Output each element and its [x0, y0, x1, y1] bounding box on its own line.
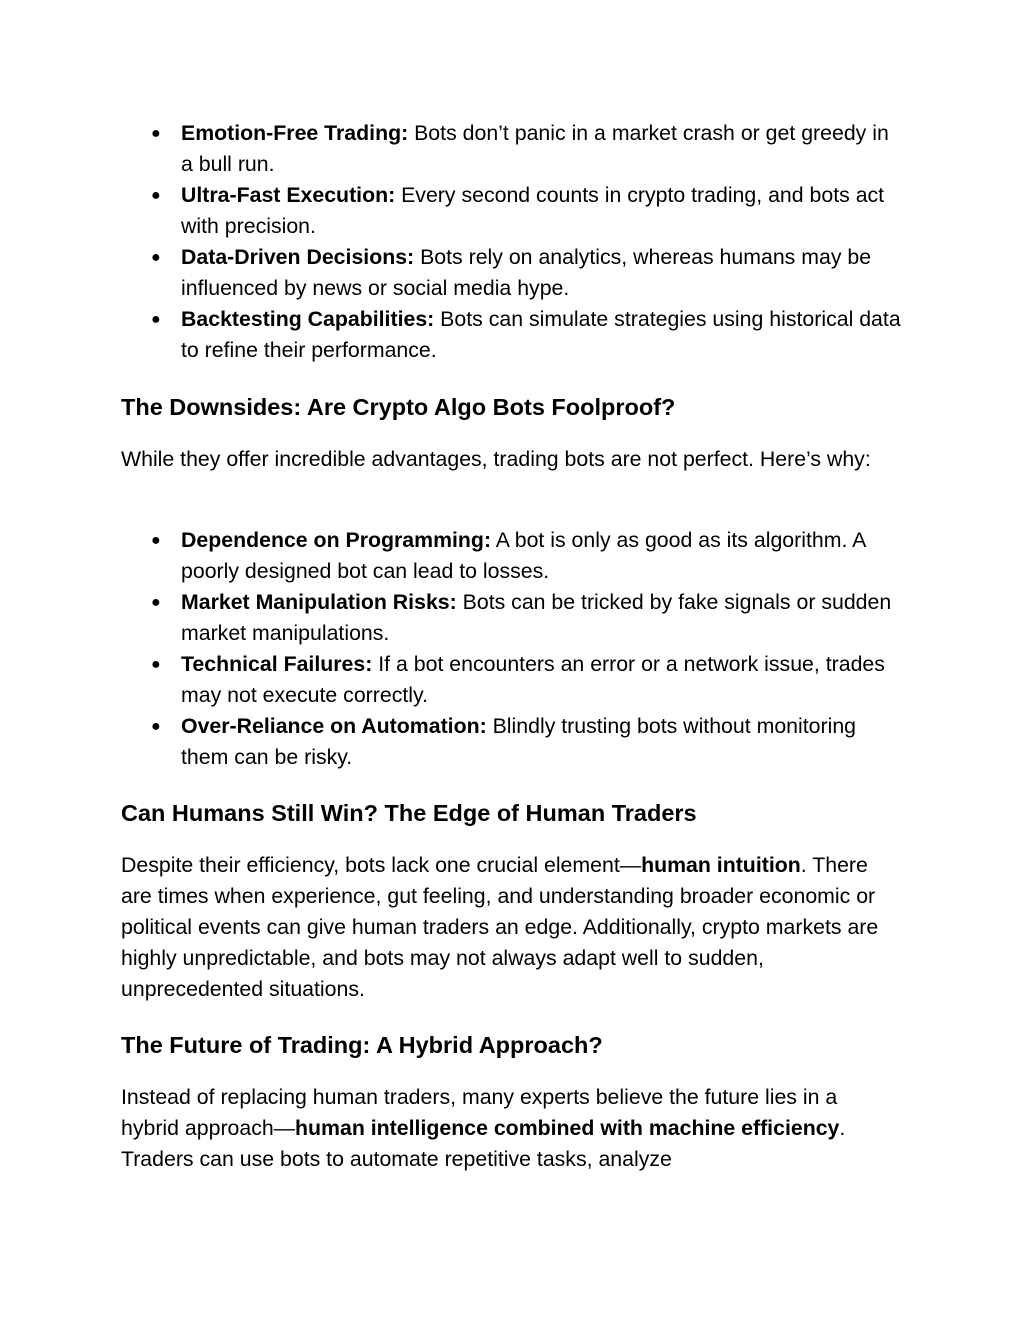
- list-item-term: Ultra-Fast Execution:: [181, 183, 396, 207]
- list-item-text: Bots can simulate strategies using historical data to refine their performance.: [181, 307, 901, 362]
- list-item: [121, 180, 901, 242]
- bullet-icon: ●: [151, 594, 161, 611]
- list-item-text: Bots don’t panic in a market crash or get greedy in a bull run.: [181, 121, 889, 176]
- paragraph-emphasis: human intelligence combined with machine efficiency: [295, 1116, 840, 1140]
- list-item-text: Bots can be tricked by fake signals or sudden market manipulations.: [181, 590, 892, 645]
- paragraph-hybrid: [121, 1082, 901, 1175]
- list-item-text: Blindly trusting bots without monitoring them can be risky.: [181, 714, 857, 769]
- paragraph-text: Despite their efficiency, bots lack one crucial element—: [121, 853, 642, 877]
- bullet-icon: ●: [151, 249, 161, 266]
- paragraph-downsides-intro: While they offer incredible advantages, trading bots are not perfect. Here’s why:: [121, 447, 871, 471]
- list-item-term: Emotion-Free Trading:: [181, 121, 409, 145]
- bullet-icon: ●: [151, 656, 161, 673]
- paragraph-text: . Traders can use bots to automate repetitive tasks, analyze: [121, 1116, 846, 1171]
- list-item-term: Market Manipulation Risks:: [181, 590, 457, 614]
- list-item-text: Every second counts in crypto trading, and bots act with precision.: [181, 183, 885, 238]
- list-item: [121, 242, 901, 304]
- list-item-term: Data-Driven Decisions:: [181, 245, 415, 269]
- list-item-term: Over-Reliance on Automation:: [181, 714, 487, 738]
- list-item-text: A bot is only as good as its algorithm. A poorly designed bot can lead to losses.: [181, 528, 866, 583]
- advantages-list: [121, 118, 901, 366]
- list-item-term: Dependence on Programming:: [181, 528, 492, 552]
- list-item-term: Backtesting Capabilities:: [181, 307, 435, 331]
- bullet-icon: ●: [151, 125, 161, 142]
- list-item: [121, 587, 901, 649]
- list-item-text: If a bot encounters an error or a network issue, trades may not execute correctly.: [181, 652, 885, 707]
- downsides-list: [121, 525, 901, 773]
- bullet-icon: ●: [151, 187, 161, 204]
- paragraph-text: . There are times when experience, gut feeling, and understanding broader economic or political events can give human traders an edge. Additionally, crypto markets are highly unpredictable, and bots may not always adapt well to sudden, unprecedented situations.: [121, 853, 879, 1001]
- list-item: [121, 525, 901, 587]
- section-heading-hybrid: The Future of Trading: A Hybrid Approach?: [121, 1032, 603, 1058]
- section-heading-downsides: The Downsides: Are Crypto Algo Bots Foolproof?: [121, 394, 676, 420]
- paragraph-text: Instead of replacing human traders, many experts believe the future lies in a hybrid approach—: [121, 1085, 838, 1140]
- list-item-term: Technical Failures:: [181, 652, 373, 676]
- list-item: [121, 118, 901, 180]
- paragraph-human-edge: [121, 850, 901, 1005]
- list-item: [121, 711, 901, 773]
- list-item-text: Bots rely on analytics, whereas humans may be influenced by news or social media hype.: [181, 245, 872, 300]
- bullet-icon: ●: [151, 311, 161, 328]
- bullet-icon: ●: [151, 532, 161, 549]
- paragraph-emphasis: human intuition: [641, 853, 801, 877]
- list-item: [121, 649, 901, 711]
- bullet-icon: ●: [151, 718, 161, 735]
- section-heading-human-edge: Can Humans Still Win? The Edge of Human Traders: [121, 800, 697, 826]
- list-item: [121, 304, 901, 366]
